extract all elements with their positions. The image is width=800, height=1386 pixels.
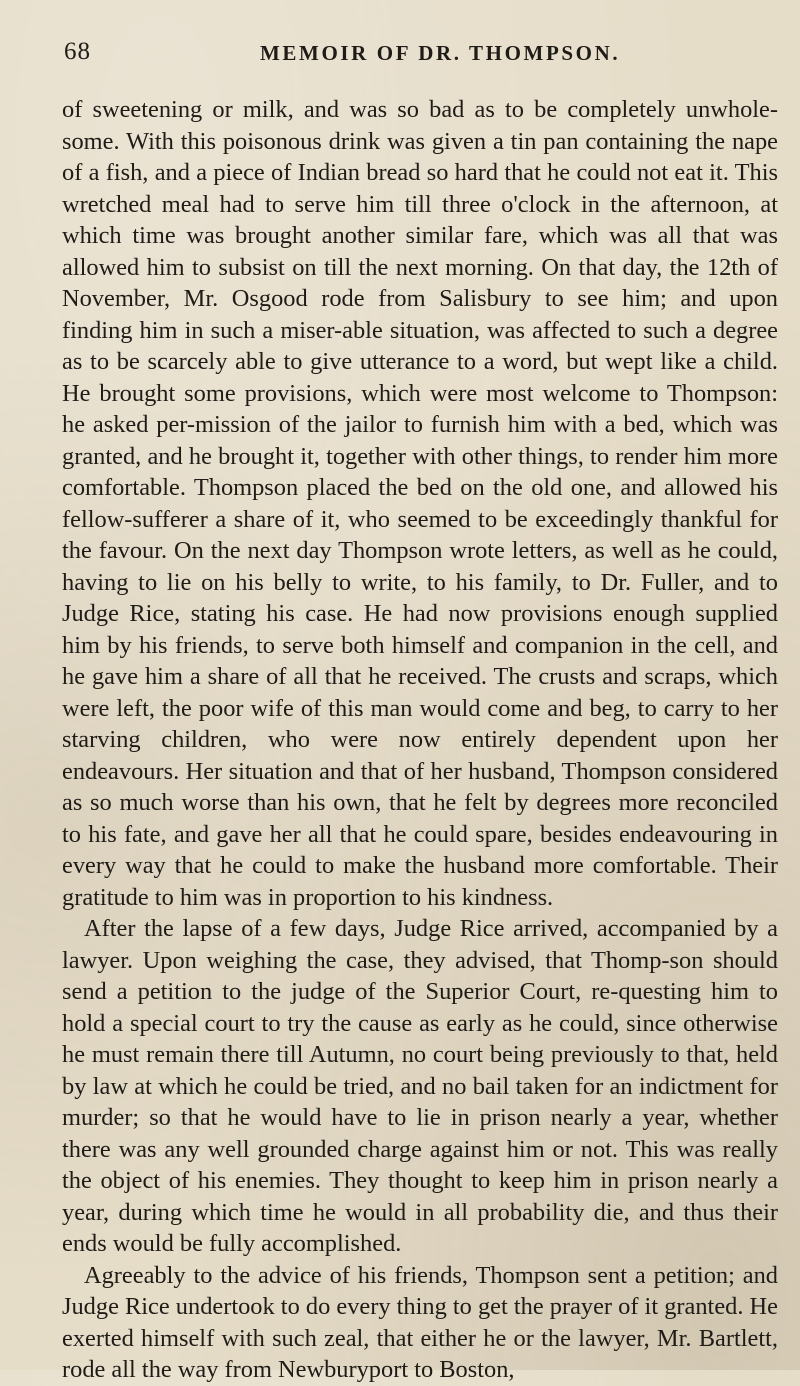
body-text [62,94,778,1386]
running-head [62,38,778,76]
paragraph-3: Agreeably to the advice of his friends, Thompson sent a petition; and Judge Rice undertook to do every thing to get the prayer of it granted. He exerted himself with such zeal, that either he or the lawyer, Mr. Bartlett, rode all the way from Newburyport to Boston, [62,1261,778,1383]
paragraph-2: After the lapse of a few days, Judge Rice arrived, accompanied by a lawyer. Upon weighing the case, they advised, that Thomp-son should send a petition to the judge of the Superior Court, re-questing him to hold a special court to try the cause as early as he could, since otherwise he must remain there till Autumn, no court being previously to that, held by law at which he could be tried, and no bail taken for an indictment for murder; so that he would have to lie in prison nearly a year, whether there was any well grounded charge against him or not. This was really the object of his enemies. They thought to keep him in prison nearly a year, during which time he would in all probability die, and thus their ends would be fully accomplished. [62,915,778,1257]
book-page [62,38,778,1383]
page-number: 68 [64,38,91,65]
running-title: MEMOIR OF DR. THOMPSON. [260,41,621,65]
paragraph-1: of sweetening or milk, and was so bad as to be completely unwhole-some. With this poisonous drink was given a tin pan containing the nape of a fish, and a piece of Indian bread so hard that he could not eat it. This wretched meal had to serve him till three o'clock in the afternoon, at which time was brought another similar fare, which was all that was allowed him to subsist on till the next morning. On that day, the 12th of November, Mr. Osgood rode from Salisbury to see him; and upon finding him in such a miser-able situation, was affected to such a degree as to be scarcely able to give utterance to a word, but wept like a child. He brought some provisions, which were most welcome to Thompson: he asked per-mission of the jailor to furnish him with a bed, which was granted, and he brought it, together with other things, to render him more comfortable. Thompson placed the bed on the old one, and allowed his fellow-sufferer a share of it, who seemed to be exceedingly thankful for the favour. On the next day Thompson wrote letters, as well as he could, having to lie on his belly to write, to his family, to Dr. Fuller, and to Judge Rice, stating his case. He had now provisions enough supplied him by his friends, to serve both himself and companion in the cell, and he gave him a share of all that he received. The crusts and scraps, which were left, the poor wife of this man would come and beg, to carry to her starving children, who were now entirely dependent upon her endeavours. Her situation and that of her husband, Thompson considered as so much worse than his own, that he felt by degrees more reconciled to his fate, and gave her all that he could spare, besides endeavouring in every way that he could to make the husband more comfortable. Their gratitude to him was in proportion to his kindness. [62,96,778,911]
